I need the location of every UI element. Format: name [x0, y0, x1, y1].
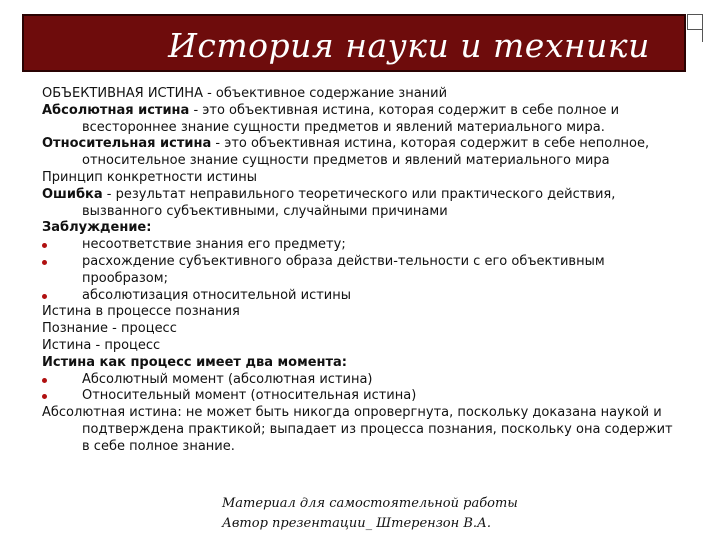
- truth-in-process-line: Истина в процессе познания: [42, 304, 240, 320]
- absolute-truth-definition: - это объективная истина, которая содержит в себе полное и всестороннее знание сущности предметов и явлений материального мира.: [82, 102, 620, 135]
- absolute-truth-line: [42, 103, 682, 137]
- delusion-heading: Заблуждение:: [42, 220, 152, 236]
- bullet-dot-icon: [42, 378, 47, 383]
- list-item: Абсолютный момент (абсолютная истина): [42, 372, 682, 389]
- list-item: несоответствие знания его предмету;: [42, 237, 682, 254]
- error-definition: - результат неправильного теоретического или практического действия, вызванного субъективными, случайными причинами: [82, 186, 616, 219]
- relative-truth-term: Относительная истина: [42, 136, 212, 152]
- corner-square-decoration: [687, 14, 703, 30]
- cognition-process-line: Познание - процесс: [42, 321, 177, 337]
- list-item: абсолютизация относительной истины: [42, 288, 682, 305]
- relative-truth-line: [42, 136, 682, 170]
- truth-process-line: Истина - процесс: [42, 337, 161, 353]
- slide-content: [42, 86, 682, 456]
- list-item: расхождение субъективного образа действи-тельности с его объективным прообразом;: [42, 254, 682, 288]
- error-term: Ошибка: [42, 186, 103, 202]
- header-band: [22, 14, 686, 72]
- slide-title: История науки и техники: [168, 26, 650, 65]
- absolute-truth-term: Абсолютная истина: [42, 102, 190, 118]
- error-line: [42, 187, 682, 221]
- footer-line-material: Материал для самостоятельной работы: [222, 496, 518, 511]
- objective-truth-line: ОБЪЕКТИВНАЯ ИСТИНА - объективное содержание знаний: [42, 86, 448, 101]
- bullet-dot-icon: [42, 260, 47, 265]
- bullet-dot-icon: [42, 394, 47, 399]
- bullet-dot-icon: [42, 294, 47, 299]
- concreteness-principle-line: Принцип конкретности истины: [42, 169, 258, 185]
- bullet-dot-icon: [42, 243, 47, 248]
- absolute-truth-summary: Абсолютная истина: не может быть никогда опровергнута, поскольку доказана наукой и подтверждена практикой; выпадает из процесса познания, поскольку она содержит в себе полное знание.: [42, 405, 673, 454]
- relative-truth-definition: - это объективная истина, которая содержит в себе неполное, относительное знание сущности предметов и явлений материального мира: [82, 136, 650, 169]
- footer-line-author: Автор презентации_ Штерензон В.А.: [222, 516, 491, 531]
- list-item: Относительный момент (относительная истина): [42, 388, 682, 405]
- two-moments-heading: Истина как процесс имеет два момента:: [42, 354, 348, 370]
- footer-credits: [222, 494, 518, 534]
- corner-line-decoration: [687, 30, 703, 42]
